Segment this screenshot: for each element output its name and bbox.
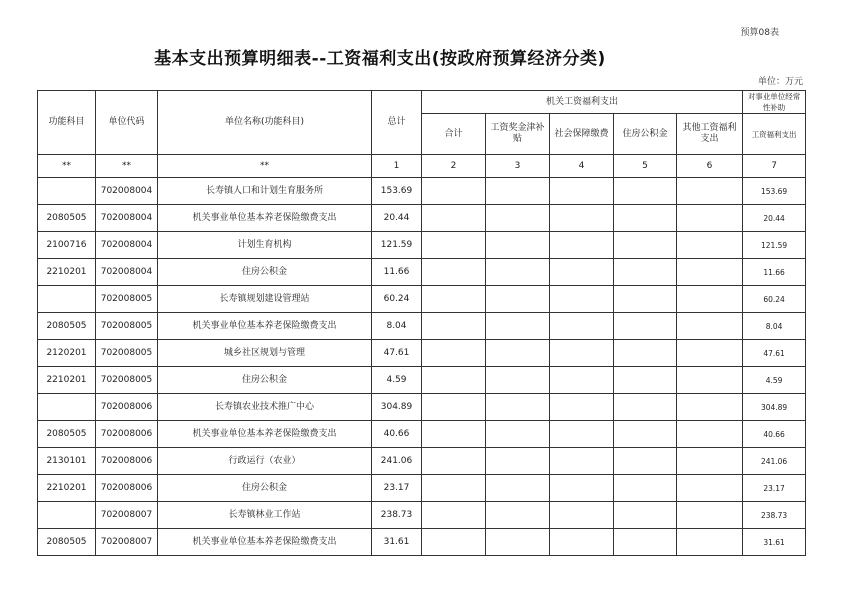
unit-code-cell: 702008006 bbox=[96, 448, 158, 475]
empty-cell bbox=[486, 313, 550, 340]
func-subject-cell bbox=[38, 502, 96, 529]
empty-cell bbox=[422, 529, 486, 556]
table-row bbox=[38, 367, 806, 394]
empty-cell bbox=[550, 340, 614, 367]
table-row bbox=[38, 475, 806, 502]
empty-cell bbox=[422, 313, 486, 340]
empty-cell bbox=[550, 313, 614, 340]
index-cell: ** bbox=[38, 155, 96, 178]
index-cell: 6 bbox=[677, 155, 743, 178]
empty-cell bbox=[677, 259, 743, 286]
unit-code-cell: 702008006 bbox=[96, 394, 158, 421]
header-unit-name: 单位名称(功能科目) bbox=[158, 91, 372, 155]
total-cell: 40.66 bbox=[372, 421, 422, 448]
subsidy-cell: 153.69 bbox=[743, 178, 806, 205]
empty-cell bbox=[486, 232, 550, 259]
subsidy-cell: 121.59 bbox=[743, 232, 806, 259]
subsidy-cell: 4.59 bbox=[743, 367, 806, 394]
empty-cell bbox=[614, 205, 677, 232]
header-unit-code: 单位代码 bbox=[96, 91, 158, 155]
subsidy-cell: 304.89 bbox=[743, 394, 806, 421]
header-group-subsidy: 对事业单位经常性补助 bbox=[743, 91, 806, 114]
total-cell: 47.61 bbox=[372, 340, 422, 367]
empty-cell bbox=[486, 502, 550, 529]
empty-cell bbox=[550, 178, 614, 205]
empty-cell bbox=[550, 421, 614, 448]
total-cell: 20.44 bbox=[372, 205, 422, 232]
header-sub-subsidy: 工资福利支出 bbox=[743, 114, 806, 155]
subsidy-cell: 11.66 bbox=[743, 259, 806, 286]
unit-name-cell: 机关事业单位基本养老保险缴费支出 bbox=[158, 313, 372, 340]
unit-code-cell: 702008005 bbox=[96, 340, 158, 367]
empty-cell bbox=[677, 475, 743, 502]
header-sub-social: 社会保障缴费 bbox=[550, 114, 614, 155]
header-sub-housing: 住房公积金 bbox=[614, 114, 677, 155]
subsidy-cell: 40.66 bbox=[743, 421, 806, 448]
func-subject-cell: 2210201 bbox=[38, 475, 96, 502]
subsidy-cell: 60.24 bbox=[743, 286, 806, 313]
empty-cell bbox=[614, 475, 677, 502]
page-title: 基本支出预算明细表--工资福利支出(按政府预算经济分类) bbox=[154, 49, 606, 69]
empty-cell bbox=[550, 259, 614, 286]
empty-cell bbox=[550, 367, 614, 394]
total-cell: 241.06 bbox=[372, 448, 422, 475]
func-subject-cell: 2080505 bbox=[38, 313, 96, 340]
empty-cell bbox=[677, 394, 743, 421]
empty-cell bbox=[550, 502, 614, 529]
empty-cell bbox=[614, 232, 677, 259]
empty-cell bbox=[422, 232, 486, 259]
total-cell: 8.04 bbox=[372, 313, 422, 340]
unit-name-cell: 机关事业单位基本养老保险缴费支出 bbox=[158, 421, 372, 448]
unit-code-cell: 702008004 bbox=[96, 178, 158, 205]
empty-cell bbox=[677, 421, 743, 448]
func-subject-cell: 2080505 bbox=[38, 205, 96, 232]
empty-cell bbox=[422, 340, 486, 367]
index-row bbox=[38, 155, 806, 178]
table-row bbox=[38, 178, 806, 205]
empty-cell bbox=[486, 178, 550, 205]
total-cell: 4.59 bbox=[372, 367, 422, 394]
func-subject-cell: 2100716 bbox=[38, 232, 96, 259]
empty-cell bbox=[677, 529, 743, 556]
budget-table bbox=[37, 90, 806, 556]
func-subject-cell: 2080505 bbox=[38, 421, 96, 448]
unit-name-cell: 长寿镇林业工作站 bbox=[158, 502, 372, 529]
index-cell: 5 bbox=[614, 155, 677, 178]
header-group-wages: 机关工资福利支出 bbox=[422, 91, 743, 114]
unit-code-cell: 702008005 bbox=[96, 286, 158, 313]
empty-cell bbox=[550, 286, 614, 313]
empty-cell bbox=[677, 286, 743, 313]
total-cell: 238.73 bbox=[372, 502, 422, 529]
subsidy-cell: 47.61 bbox=[743, 340, 806, 367]
unit-name-cell: 住房公积金 bbox=[158, 367, 372, 394]
empty-cell bbox=[422, 367, 486, 394]
header-sub-sum: 合计 bbox=[422, 114, 486, 155]
empty-cell bbox=[422, 259, 486, 286]
index-cell: ** bbox=[158, 155, 372, 178]
unit-name-cell: 机关事业单位基本养老保险缴费支出 bbox=[158, 205, 372, 232]
func-subject-cell bbox=[38, 394, 96, 421]
empty-cell bbox=[614, 529, 677, 556]
empty-cell bbox=[677, 232, 743, 259]
table-row bbox=[38, 313, 806, 340]
unit-code-cell: 702008007 bbox=[96, 529, 158, 556]
unit-code-cell: 702008006 bbox=[96, 421, 158, 448]
table-row bbox=[38, 259, 806, 286]
empty-cell bbox=[486, 286, 550, 313]
unit-code-cell: 702008005 bbox=[96, 313, 158, 340]
empty-cell bbox=[422, 178, 486, 205]
empty-cell bbox=[422, 286, 486, 313]
empty-cell bbox=[550, 205, 614, 232]
unit-code-cell: 702008005 bbox=[96, 367, 158, 394]
empty-cell bbox=[486, 475, 550, 502]
empty-cell bbox=[550, 475, 614, 502]
empty-cell bbox=[422, 448, 486, 475]
empty-cell bbox=[614, 340, 677, 367]
unit-code-cell: 702008004 bbox=[96, 259, 158, 286]
form-code: 预算08表 bbox=[740, 28, 779, 38]
func-subject-cell: 2130101 bbox=[38, 448, 96, 475]
unit-code-cell: 702008004 bbox=[96, 205, 158, 232]
total-cell: 11.66 bbox=[372, 259, 422, 286]
empty-cell bbox=[422, 205, 486, 232]
index-cell: ** bbox=[96, 155, 158, 178]
empty-cell bbox=[486, 529, 550, 556]
empty-cell bbox=[422, 394, 486, 421]
unit-name-cell: 长寿镇规划建设管理站 bbox=[158, 286, 372, 313]
subsidy-cell: 238.73 bbox=[743, 502, 806, 529]
empty-cell bbox=[486, 421, 550, 448]
table-row bbox=[38, 394, 806, 421]
empty-cell bbox=[486, 340, 550, 367]
index-cell: 4 bbox=[550, 155, 614, 178]
total-cell: 23.17 bbox=[372, 475, 422, 502]
unit-name-cell: 机关事业单位基本养老保险缴费支出 bbox=[158, 529, 372, 556]
header-sub-bonus: 工资奖金津补贴 bbox=[486, 114, 550, 155]
empty-cell bbox=[614, 178, 677, 205]
unit-code-cell: 702008007 bbox=[96, 502, 158, 529]
empty-cell bbox=[550, 394, 614, 421]
empty-cell bbox=[677, 502, 743, 529]
table-row bbox=[38, 232, 806, 259]
subsidy-cell: 8.04 bbox=[743, 313, 806, 340]
header-sub-other: 其他工资福利支出 bbox=[677, 114, 743, 155]
func-subject-cell bbox=[38, 178, 96, 205]
unit-name-cell: 长寿镇农业技术推广中心 bbox=[158, 394, 372, 421]
unit-label: 单位：万元 bbox=[757, 77, 803, 87]
empty-cell bbox=[677, 448, 743, 475]
empty-cell bbox=[677, 178, 743, 205]
table-row bbox=[38, 286, 806, 313]
unit-name-cell: 城乡社区规划与管理 bbox=[158, 340, 372, 367]
empty-cell bbox=[422, 421, 486, 448]
unit-name-cell: 行政运行（农业） bbox=[158, 448, 372, 475]
unit-name-cell: 住房公积金 bbox=[158, 259, 372, 286]
subsidy-cell: 241.06 bbox=[743, 448, 806, 475]
index-cell: 3 bbox=[486, 155, 550, 178]
unit-code-cell: 702008004 bbox=[96, 232, 158, 259]
empty-cell bbox=[486, 394, 550, 421]
func-subject-cell: 2080505 bbox=[38, 529, 96, 556]
empty-cell bbox=[677, 340, 743, 367]
total-cell: 121.59 bbox=[372, 232, 422, 259]
empty-cell bbox=[614, 367, 677, 394]
unit-code-cell: 702008006 bbox=[96, 475, 158, 502]
empty-cell bbox=[677, 313, 743, 340]
subsidy-cell: 23.17 bbox=[743, 475, 806, 502]
empty-cell bbox=[486, 448, 550, 475]
unit-name-cell: 住房公积金 bbox=[158, 475, 372, 502]
empty-cell bbox=[486, 367, 550, 394]
empty-cell bbox=[614, 421, 677, 448]
empty-cell bbox=[677, 367, 743, 394]
index-cell: 7 bbox=[743, 155, 806, 178]
index-cell: 2 bbox=[422, 155, 486, 178]
header-func-subject: 功能科目 bbox=[38, 91, 96, 155]
table-row bbox=[38, 421, 806, 448]
unit-name-cell: 长寿镇人口和计划生育服务所 bbox=[158, 178, 372, 205]
table-row bbox=[38, 448, 806, 475]
empty-cell bbox=[614, 448, 677, 475]
empty-cell bbox=[486, 259, 550, 286]
func-subject-cell bbox=[38, 286, 96, 313]
func-subject-cell: 2210201 bbox=[38, 367, 96, 394]
total-cell: 60.24 bbox=[372, 286, 422, 313]
empty-cell bbox=[422, 475, 486, 502]
index-cell: 1 bbox=[372, 155, 422, 178]
func-subject-cell: 2210201 bbox=[38, 259, 96, 286]
table-row bbox=[38, 502, 806, 529]
empty-cell bbox=[614, 286, 677, 313]
func-subject-cell: 2120201 bbox=[38, 340, 96, 367]
empty-cell bbox=[550, 448, 614, 475]
empty-cell bbox=[486, 205, 550, 232]
table-row bbox=[38, 340, 806, 367]
empty-cell bbox=[550, 529, 614, 556]
empty-cell bbox=[614, 313, 677, 340]
empty-cell bbox=[614, 502, 677, 529]
subsidy-cell: 31.61 bbox=[743, 529, 806, 556]
table-row bbox=[38, 205, 806, 232]
total-cell: 31.61 bbox=[372, 529, 422, 556]
empty-cell bbox=[422, 502, 486, 529]
empty-cell bbox=[677, 205, 743, 232]
empty-cell bbox=[550, 232, 614, 259]
unit-name-cell: 计划生育机构 bbox=[158, 232, 372, 259]
total-cell: 304.89 bbox=[372, 394, 422, 421]
empty-cell bbox=[614, 394, 677, 421]
table-row bbox=[38, 529, 806, 556]
empty-cell bbox=[614, 259, 677, 286]
subsidy-cell: 20.44 bbox=[743, 205, 806, 232]
total-cell: 153.69 bbox=[372, 178, 422, 205]
header-total: 总计 bbox=[372, 91, 422, 155]
